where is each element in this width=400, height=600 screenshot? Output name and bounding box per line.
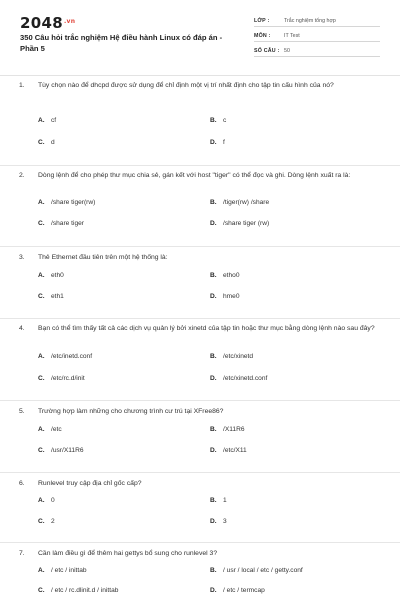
option-text: /etc/X11 [223,447,247,454]
page-header [0,0,400,72]
meta-row-count [254,42,380,57]
option-c[interactable] [38,517,55,527]
option-letter: A. [38,353,45,360]
question-item [0,166,400,247]
option-a[interactable] [38,352,92,362]
option-d[interactable] [210,374,267,384]
option-text: /tiger(rw) /share [223,199,270,206]
option-a[interactable] [38,116,56,126]
option-c[interactable] [38,292,64,302]
option-letter: B. [210,567,217,574]
option-letter: A. [38,199,45,206]
option-text: / usr / local / etc / getty.conf [223,567,303,574]
question-number: 5. [19,408,25,415]
option-b[interactable] [210,352,253,362]
logo-text: 2048 [20,14,63,32]
option-text: /etc/xinetd.conf [223,375,268,382]
option-letter: C. [38,518,45,525]
option-letter: B. [210,272,217,279]
option-b[interactable] [210,271,240,281]
option-letter: D. [210,518,217,525]
option-letter: D. [210,447,217,454]
option-letter: D. [210,293,217,300]
option-text: 0 [51,497,55,504]
question-text: Bạn có thể tìm thấy tất cả các dịch vụ quản lý bởi xinetd của tập tin hoặc thư mục bằng dòng lệnh nào sau đây? [38,325,375,332]
option-text: /etc [51,426,62,433]
meta-key: SỐ CÂU : [254,48,280,54]
question-text: Dòng lệnh để cho phép thư mục chia sẻ, gán kết với host "tiger" có thể đọc và ghi. Dòng lệnh xuất ra là: [38,172,351,179]
option-letter: D. [210,375,217,382]
option-letter: D. [210,587,217,594]
option-text: /share tiger(rw) [51,199,96,206]
option-letter: B. [210,117,217,124]
question-text: Tùy chọn nào để dhcpd được sử dụng để chỉ định một vị trí nhất định cho tập tin cấu hình của nó? [38,82,334,89]
question-number: 7. [19,550,25,557]
option-letter: C. [38,293,45,300]
question-text: Trường hợp làm những cho chương trình cư trú tại XFree86? [38,408,224,415]
question-item [0,543,400,600]
option-a[interactable] [38,425,62,435]
option-text: 1 [223,497,227,504]
option-text: d [51,139,55,146]
option-letter: C. [38,375,45,382]
option-letter: C. [38,220,45,227]
meta-row-class [254,12,380,27]
option-c[interactable] [38,374,85,384]
option-text: hme0 [223,293,240,300]
meta-value: Trắc nghiệm tổng hợp [284,18,336,24]
option-text: eth0 [51,272,64,279]
option-text: f [223,139,225,146]
option-a[interactable] [38,271,64,281]
question-number: 3. [19,254,25,261]
option-letter: B. [210,199,217,206]
option-text: /share tiger [51,220,84,227]
option-a[interactable] [38,198,95,208]
option-text: /share tiger (rw) [223,220,270,227]
option-text: /usr/X11R6 [51,447,84,454]
option-letter: B. [210,353,217,360]
meta-key: MÔN : [254,33,271,39]
option-text: / etc / inittab [51,567,87,574]
option-text: /etc/rc.d/init [51,375,85,382]
option-b[interactable] [210,566,303,576]
option-letter: C. [38,447,45,454]
question-text: Cần làm điều gì để thêm hai gettys bổ sung cho runlevel 3? [38,550,218,557]
option-text: /etc/inetd.conf [51,353,93,360]
option-b[interactable] [210,425,245,435]
option-c[interactable] [38,586,118,596]
option-d[interactable] [210,219,269,229]
option-d[interactable] [210,517,227,527]
option-letter: B. [210,497,217,504]
question-number: 1. [19,82,25,89]
option-letter: A. [38,117,45,124]
option-letter: D. [210,139,217,146]
question-text: Thẻ Ethernet đầu tiên trên một hệ thống là: [38,254,168,261]
question-item [0,319,400,401]
option-letter: B. [210,426,217,433]
option-letter: A. [38,497,45,504]
option-b[interactable] [210,198,269,208]
document-meta [254,12,380,57]
option-text: eth1 [51,293,64,300]
meta-key: LỚP : [254,18,270,24]
option-text: cf [51,117,57,124]
option-letter: A. [38,567,45,574]
option-a[interactable] [38,496,55,506]
option-d[interactable] [210,586,265,596]
option-b[interactable] [210,116,226,126]
option-text: c [223,117,227,124]
question-number: 2. [19,172,25,179]
site-logo[interactable] [20,14,75,31]
question-item [0,473,400,543]
option-c[interactable] [38,138,55,148]
page-title: 350 Câu hỏi trắc nghiệm Hệ điều hành Linux có đáp án - Phần 5 [20,33,223,53]
option-d[interactable] [210,446,247,456]
question-number: 6. [19,480,25,487]
option-text: /etc/xinetd [223,353,254,360]
option-letter: A. [38,426,45,433]
option-d[interactable] [210,292,240,302]
meta-value: IT Test [284,33,300,39]
option-letter: C. [38,139,45,146]
option-text: etho0 [223,272,240,279]
option-b[interactable] [210,496,227,506]
question-item [0,76,400,166]
question-text: Runlevel truy cập địa chỉ gốc cấp? [38,480,142,487]
option-letter: C. [38,587,45,594]
question-item [0,247,400,319]
option-d[interactable] [210,138,225,148]
option-text: 2 [51,518,55,525]
option-text: /X11R6 [223,426,245,433]
question-item [0,401,400,473]
question-number: 4. [19,325,25,332]
option-a[interactable] [38,566,87,576]
question-list [0,76,400,600]
option-c[interactable] [38,446,84,456]
logo-suffix: .vn [63,18,76,25]
option-text: / etc / rc.dlinit.d / inittab [51,587,119,594]
meta-value: 50 [284,48,290,54]
option-text: / etc / termcap [223,587,265,594]
option-letter: D. [210,220,217,227]
option-text: 3 [223,518,227,525]
option-letter: A. [38,272,45,279]
meta-row-subject [254,27,380,42]
option-c[interactable] [38,219,84,229]
